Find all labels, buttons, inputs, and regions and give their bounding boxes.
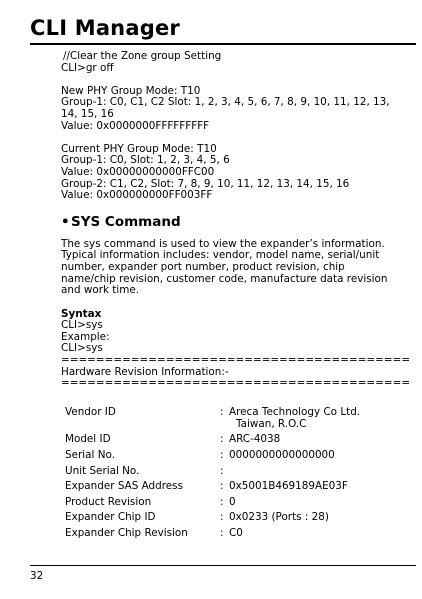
section-heading-text: SYS Command (71, 213, 181, 230)
page-title: CLI Manager (30, 16, 180, 40)
table-row (65, 465, 360, 481)
info-value-line: Areca Technology Co Ltd. (229, 405, 361, 418)
code-line: New PHY Group Mode: T10 (61, 84, 201, 97)
table-row (65, 433, 360, 449)
code-blank-line (61, 132, 401, 144)
info-value: 0000000000000000 (229, 449, 335, 462)
header-rule (30, 43, 416, 45)
table-row (65, 406, 360, 434)
section-heading (61, 214, 401, 230)
info-separator: : (220, 449, 224, 462)
code-block (61, 51, 401, 202)
hardware-info-table (65, 406, 360, 543)
info-key: Expander SAS Address (65, 480, 184, 493)
code-line: CLI>gr off (61, 61, 114, 74)
bullet-icon: • (61, 213, 70, 230)
info-value-line: Taiwan, R.O.C (236, 417, 307, 430)
section-paragraph: The sys command is used to view the expander’s information. Typical information includes: vendor, model name, serial/unit number, expander port number, product revision, chip name/chip revision, customer code, manufacture data revision and work time. (61, 237, 388, 297)
table-row (65, 511, 360, 527)
info-separator: : (220, 495, 224, 508)
info-separator: : (220, 527, 224, 539)
info-value: 0x0233 (Ports : 28) (229, 511, 329, 524)
info-separator: : (220, 464, 224, 477)
info-value: 0x5001B469189AE03F (229, 480, 348, 493)
info-key: Product Revision (65, 495, 152, 508)
example-command: CLI>sys (61, 342, 103, 355)
info-value: 0 (229, 495, 236, 508)
code-line: //Clear the Zone group Setting (63, 50, 222, 62)
info-key: Unit Serial No. (65, 464, 140, 477)
info-key: Vendor ID (65, 405, 116, 418)
page-number: 32 (30, 570, 44, 582)
table-row (65, 449, 360, 465)
info-key: Expander Chip ID (65, 511, 156, 524)
page-header (30, 16, 416, 40)
code-line: Value: 0x0000000FFFFFFFFF (61, 119, 210, 132)
info-value: C0 (229, 527, 243, 539)
info-key: Serial No. (65, 449, 115, 462)
info-heading: Hardware Revision Information:- (61, 365, 229, 378)
info-value: ARC-4038 (229, 433, 281, 446)
code-line: Value: 0x000000000FF003FF (61, 189, 213, 202)
main-content (61, 50, 411, 543)
code-line: Group-1: C0, Slot: 1, 2, 3, 4, 5, 6 (61, 154, 230, 167)
info-separator: : (220, 480, 224, 493)
divider-line: ======================================== (61, 354, 411, 367)
code-line: Group-2: C1, C2, Slot: 7, 8, 9, 10, 11, 12, 13, 14, 15, 16 (61, 177, 350, 190)
example-label: Example: (61, 330, 110, 343)
table-row (65, 480, 360, 496)
code-line: Current PHY Group Mode: T10 (61, 142, 217, 155)
syntax-block (61, 307, 411, 390)
info-key: Model ID (65, 433, 111, 446)
info-separator: : (220, 433, 224, 446)
syntax-command: CLI>sys (61, 319, 103, 332)
syntax-label: Syntax (61, 307, 102, 320)
info-value (229, 465, 360, 481)
code-line: 14, 15, 16 (61, 107, 114, 120)
table-row (65, 527, 360, 543)
table-row (65, 496, 360, 512)
code-line: Group-1: C0, C1, C2 Slot: 1, 2, 3, 4, 5, 6, 7, 8, 9, 10, 11, 12, 13, (61, 96, 390, 109)
info-separator: : (220, 511, 224, 524)
code-line: Value: 0x00000000000FFC00 (61, 165, 215, 178)
info-value (229, 406, 360, 434)
info-separator: : (220, 405, 224, 418)
footer-rule (30, 565, 416, 566)
page-footer (30, 565, 416, 582)
divider-line: ======================================== (61, 377, 411, 390)
info-key: Expander Chip Revision (65, 527, 188, 539)
